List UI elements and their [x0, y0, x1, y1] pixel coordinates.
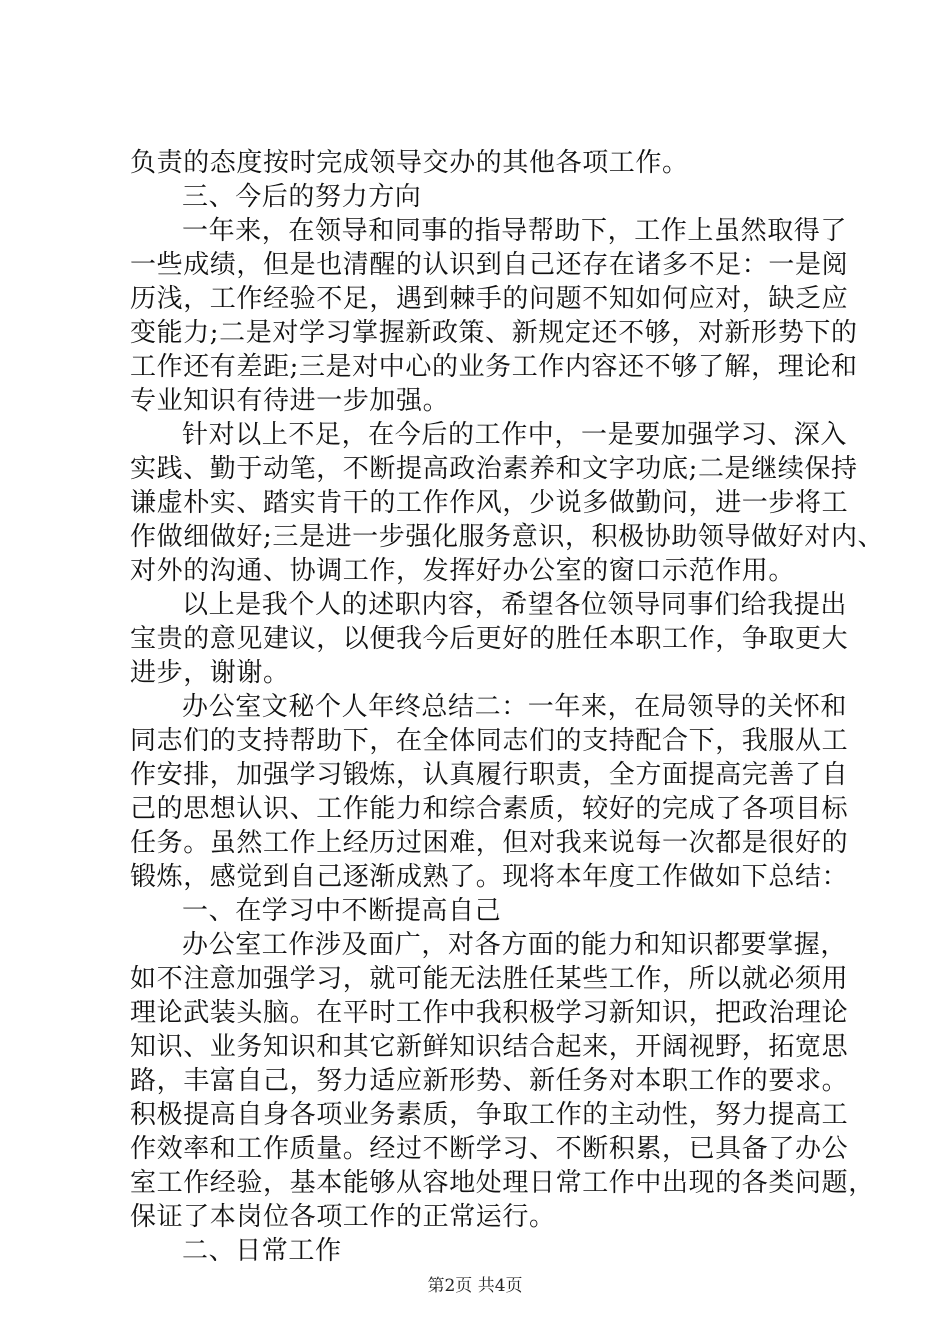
document-body: [130, 146, 885, 1268]
text-line: 任务。虽然工作上经历过困难，但对我来说每一次都是很好的: [130, 828, 849, 858]
text-line: 保证了本岗位各项工作的正常运行。: [130, 1202, 556, 1232]
text-line: 同志们的支持帮助下，在全体同志们的支持配合下，我服从工: [130, 726, 849, 756]
text-line: 一些成绩，但是也清醒的认识到自己还存在诸多不足：一是阅: [130, 250, 849, 280]
text-line: 室工作经验，基本能够从容地处理日常工作中出现的各类问题，: [130, 1168, 875, 1198]
text-line: 如不注意加强学习，就可能无法胜任某些工作，所以就必须用: [130, 964, 849, 994]
text-line: 实践、勤于动笔，不断提高政治素养和文字功底;二是继续保持: [130, 454, 858, 484]
text-line: 锻炼，感觉到自己逐渐成熟了。现将本年度工作做如下总结：: [130, 862, 849, 892]
text-line: 办公室文秘个人年终总结二：一年来，在局领导的关怀和: [182, 692, 848, 722]
text-line: 变能力;二是对学习掌握新政策、新规定还不够，对新形势下的: [130, 318, 858, 348]
text-line: 针对以上不足，在今后的工作中，一是要加强学习、深入: [182, 420, 848, 450]
text-line: 二、日常工作: [182, 1236, 342, 1266]
text-line: 对外的沟通、协调工作，发挥好办公室的窗口示范作用。: [130, 556, 796, 586]
text-line: 路，丰富自己，努力适应新形势、新任务对本职工作的要求。: [130, 1066, 849, 1096]
text-line: 负责的态度按时完成领导交办的其他各项工作。: [130, 148, 689, 178]
text-line: 宝贵的意见建议，以便我今后更好的胜任本职工作，争取更大: [130, 624, 849, 654]
text-line: 以上是我个人的述职内容，希望各位领导同事们给我提出: [182, 590, 848, 620]
text-line: 作效率和工作质量。经过不断学习、不断积累，已具备了办公: [130, 1134, 849, 1164]
text-line: 历浅，工作经验不足，遇到棘手的问题不知如何应对，缺乏应: [130, 284, 849, 314]
text-line: 积极提高自身各项业务素质，争取工作的主动性，努力提高工: [130, 1100, 849, 1130]
page-footer: 第2页 共4页: [427, 1276, 523, 1296]
text-line: 理论武装头脑。在平时工作中我积极学习新知识，把政治理论: [130, 998, 849, 1028]
text-line: 知识、业务知识和其它新鲜知识结合起来，开阔视野，拓宽思: [130, 1032, 849, 1062]
text-line: 己的思想认识、工作能力和综合素质，较好的完成了各项目标: [130, 794, 849, 824]
text-line: 作做细做好;三是进一步强化服务意识，积极协助领导做好对内、: [130, 522, 885, 552]
text-line: 专业知识有待进一步加强。: [130, 386, 450, 416]
text-line: 工作还有差距;三是对中心的业务工作内容还不够了解，理论和: [130, 352, 858, 382]
text-line: 谦虚朴实、踏实肯干的工作作风，少说多做勤问，进一步将工: [130, 488, 849, 518]
text-line: 办公室工作涉及面广，对各方面的能力和知识都要掌握，: [182, 930, 848, 960]
text-line: 作安排，加强学习锻炼，认真履行职责，全方面提高完善了自: [130, 760, 849, 790]
text-line: 三、今后的努力方向: [182, 182, 422, 212]
text-line: 一年来，在领导和同事的指导帮助下，工作上虽然取得了: [182, 216, 848, 246]
text-line: 一、在学习中不断提高自己: [182, 896, 502, 926]
text-line: 进步，谢谢。: [130, 658, 290, 688]
